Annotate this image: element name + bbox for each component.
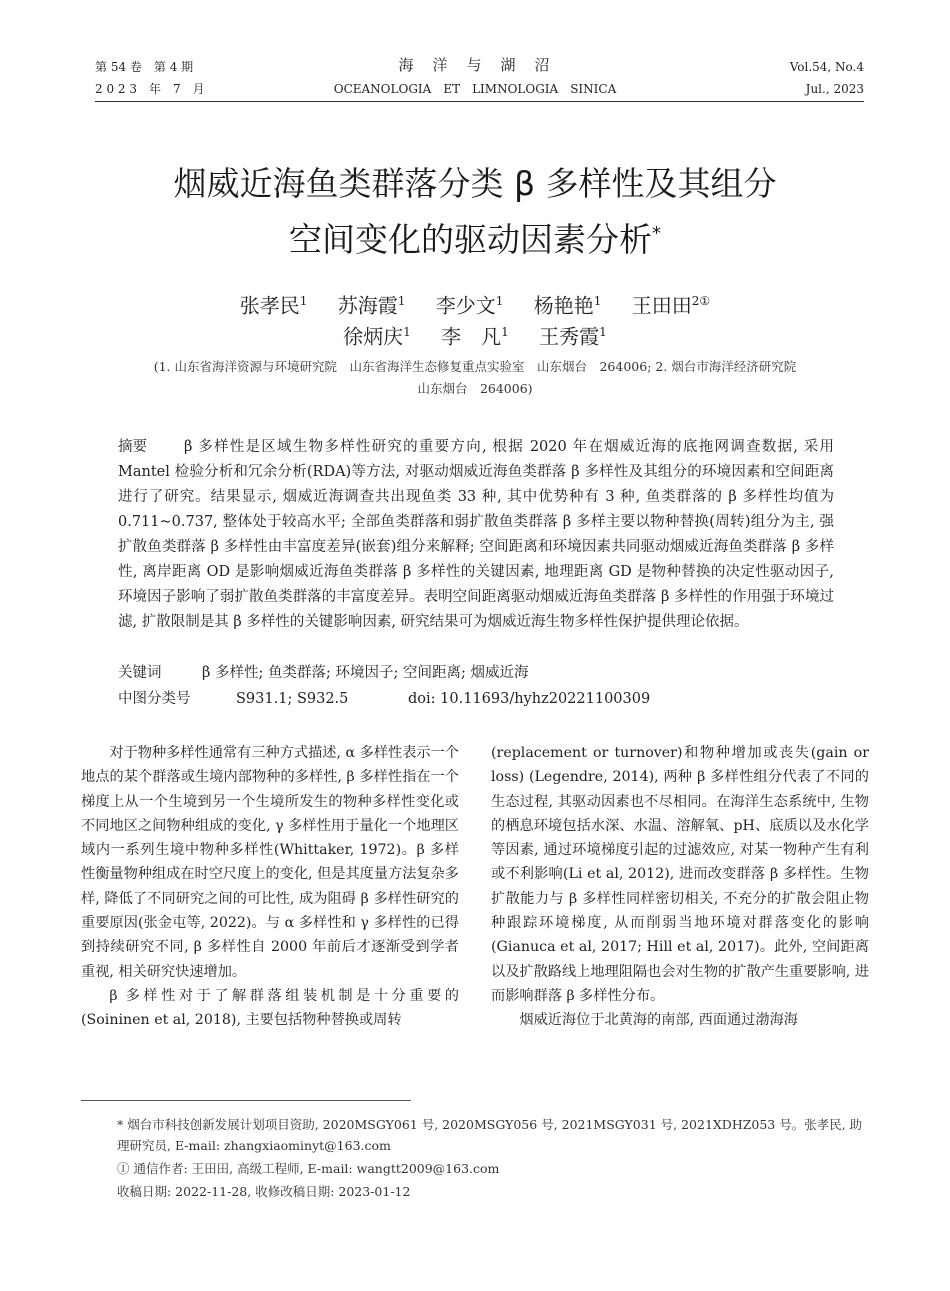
author: 杨艳艳$^1$ <box>533 293 602 318</box>
footnote-corresponding: ① 通信作者: 王田田, 高级工程师, E-mail: wangtt2009@163.com <box>117 1161 500 1176</box>
affiliation-line1: (1. 山东省海洋资源与环境研究院 山东省海洋生态修复重点实验室 山东烟台 264006; 2. 烟台市海洋经济研究院 <box>153 359 797 374</box>
header-volume-en: Vol.54, No.4 <box>789 60 864 74</box>
author-list-row2 <box>0 316 950 353</box>
footnote-dates: 收稿日期: 2022-11-28, 收修改稿日期: 2023-01-12 <box>117 1184 411 1199</box>
footnote-fund: * 烟台市科技创新发展计划项目资助, 2020MSGY061 号, 2020MSGY056 号, 2021MSGY031 号, 2021XDHZ053 号。张孝民, 助理研究员, E-mail: zhangxiaominyt@163.com <box>117 1117 863 1153</box>
body-column-right <box>491 741 869 1033</box>
classification-codes: S931.1; S932.5 <box>236 691 349 707</box>
journal-name-cn: 海 洋 与 湖 沼 <box>398 56 552 74</box>
header-volume: 第 54 卷 第 4 期 <box>95 60 194 74</box>
doi: doi: 10.11693/hyhz20221100309 <box>408 691 651 707</box>
abstract-text: β 多样性是区域生物多样性研究的重要方向, 根据 2020 年在烟威近海的底拖网调查数据, 采用 Mantel 检验分析和冗余分析(RDA)等方法, 对驱动烟威近海鱼类群落 β 多样性及其组分的环境因素和空间距离进行了研究。结果显示, 烟威近海调查共出现鱼类 33 种, 其中优势种有 3 种, 鱼类群落的 β 多样性均值为 0.711~0.737, 整体处于较高水平; 全部鱼类群落和弱扩散鱼类群落 β 多样主要以物种替换(周转)组分为主, 强扩散鱼类群落 β 多样性由丰富度差异(嵌套)组分来解释; 空间距离和环境因素共同驱动烟威近海鱼类群落 β 多样性, 离岸距离 OD 是影响烟威近海鱼类群落 β 多样性的关键因素, 地理距离 GD 是物种替换的决定性驱动因子, 环境因子影响了弱扩散鱼类群落的丰富度差异。表明空间距离驱动烟威近海鱼类群落 β 多样性的作用强于环境过滤, 扩散限制是其 β 多样性的关键影响因素, 研究结果可为烟威近海生物多样性保护提供理论依据。 <box>118 439 834 630</box>
footnote-rule <box>81 1100 411 1101</box>
paragraph: 烟威近海位于北黄海的南部, 西面通过渤海海 <box>519 1012 798 1029</box>
journal-name-en: OCEANOLOGIA ET LIMNOLOGIA SINICA <box>333 82 617 96</box>
affiliation-line2: 山东烟台 264006) <box>417 381 533 396</box>
author: 王田田$^{2①}$ <box>631 293 711 318</box>
paper-title-line2: 空间变化的驱动因素分析* <box>289 220 661 259</box>
keywords <box>118 661 834 686</box>
paragraph: β 多样性对于了解群落组装机制是十分重要的(Soininen et al, 2018), 主要包括物种替换或周转 <box>81 987 459 1029</box>
author: 徐炳庆$^1$ <box>343 324 411 349</box>
author: 李 凡$^1$ <box>441 324 509 349</box>
classification <box>118 687 834 712</box>
header-date-en: Jul., 2023 <box>805 82 864 96</box>
title-footnote-mark: * <box>652 223 661 244</box>
author: 张孝民$^1$ <box>239 293 308 318</box>
abstract-label: 摘要 <box>118 439 147 455</box>
author: 王秀霞$^1$ <box>539 324 607 349</box>
classification-label: 中图分类号 <box>118 691 191 707</box>
paragraph: 对于物种多样性通常有三种方式描述, α 多样性表示一个地点的某个群落或生境内部物种的多样性, β 多样性指在一个梯度上从一个生境到另一个生境所发生的物种多样性变化或不同地区之间物种组成的变化, γ 多样性用于量化一个地理区域内一系列生境中物种多样性(Whittaker, 1972)。β 多样性衡量物种组成在时空尺度上的变化, 但是其度量方法复杂多样, 降低了不同研究之间的可比性, 成为阻碍 β 多样性研究的重要原因(张金屯等, 2022)。与 α 多样性和 γ 多样性的已得到持续研究不同, β 多样性自 2000 年前后才逐渐受到学者重视, 相关研究快速增加。 <box>81 745 459 980</box>
paper-title-line1: 烟威近海鱼类群落分类 β 多样性及其组分 <box>173 164 777 203</box>
keywords-label: 关键词 <box>118 665 162 681</box>
keywords-text: β 多样性; 鱼类群落; 环境因子; 空间距离; 烟威近海 <box>202 665 529 681</box>
body-column-left <box>81 741 459 1033</box>
author: 苏海霞$^1$ <box>337 293 406 318</box>
paragraph: (replacement or turnover)和物种增加或丧失(gain or loss) (Legendre, 2014), 两种 β 多样性组分代表了不同的生态过程, 其驱动因素也不尽相同。在海洋生态系统中, 生物的栖息环境包括水深、水温、溶解氧、pH、底质以及水化学等因素, 通过环境梯度引起的过滤效应, 对某一物种产生有利或不利影响(Li et al, 2012), 进而改变群落 β 多样性。生物扩散能力与 β 多样性同样密切相关, 不充分的扩散会阻止物种跟踪环境梯度, 从而削弱当地环境对群落变化的影响(Gianuca et al, 2017; Hill et al, 2017)。此外, 空间距离以及扩散路线上地理阻隔也会对生物的扩散产生重要影响, 进而影响群落 β 多样性分布。 <box>491 745 869 1004</box>
header-date: 2 0 2 3 年 7 月 <box>95 82 205 96</box>
author: 李少文$^1$ <box>435 293 504 318</box>
header-rule <box>95 101 864 102</box>
abstract <box>118 435 834 635</box>
